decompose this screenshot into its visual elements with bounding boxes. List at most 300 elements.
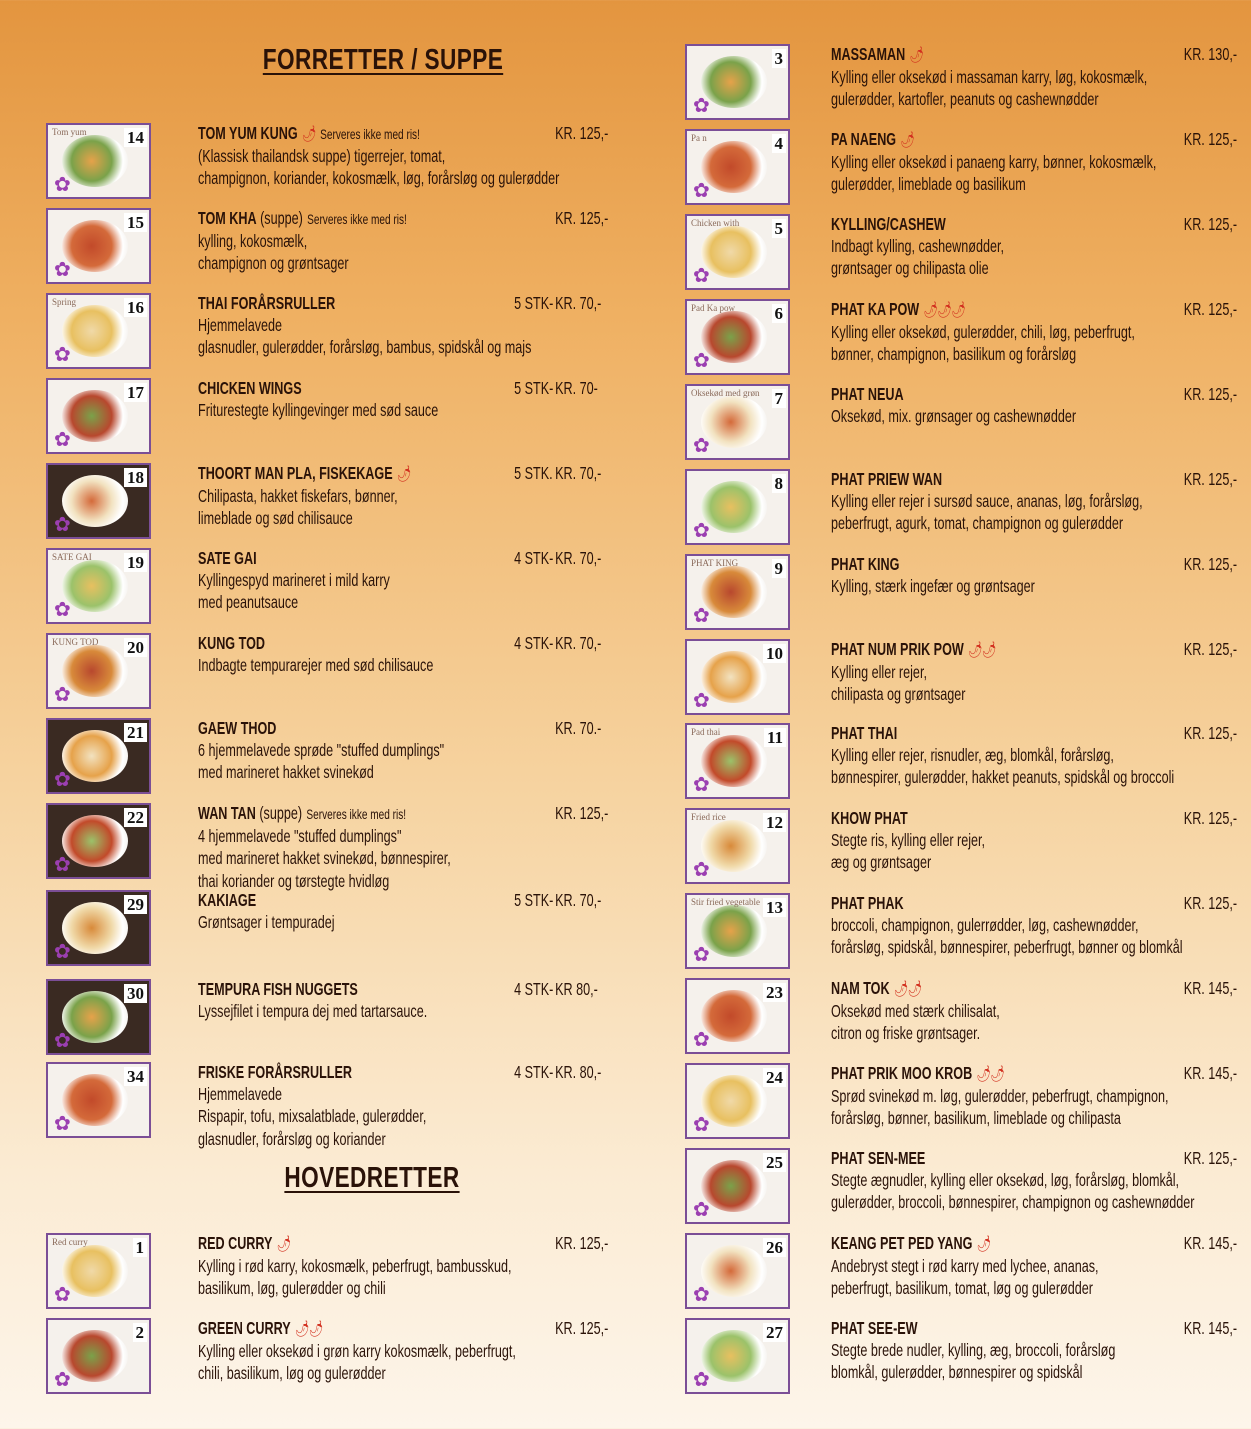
menu-item (46, 208, 609, 288)
plate-shape (701, 735, 767, 787)
dish-price: KR. 145,- (1183, 1233, 1238, 1253)
plate-shape (701, 481, 767, 533)
menu-item (46, 633, 606, 713)
plate-shape (62, 135, 128, 187)
menu-item (685, 723, 1245, 803)
dish-header (831, 554, 1251, 575)
dish-description-line: Kylling, stærk ingefær og grøntsager (831, 576, 1035, 596)
dish-name: WAN TAN (198, 803, 256, 823)
dish-price: KR. 130,- (1183, 44, 1238, 64)
dish-photo (685, 1063, 790, 1139)
dish-description-line: gulerødder, kartofler, peanuts og cashewnødder (831, 89, 1099, 110)
plate-shape (701, 1160, 767, 1212)
dish-description-line: æg og grøntsager (831, 852, 932, 873)
dish-description-line: citron og friske grøntsager. (831, 1023, 981, 1044)
dish-name-suffix: (suppe) (256, 208, 303, 228)
orchid-icon: ✿ (54, 259, 71, 281)
dish-text (831, 1318, 1251, 1384)
dish-name: PHAT PHAK (831, 893, 904, 913)
dish-photo (46, 890, 151, 966)
dish-header (831, 44, 1251, 66)
dish-number: 10 (763, 644, 786, 663)
dish-number: 15 (124, 213, 147, 232)
dish-description-line: basilikum, løg, gulerødder og chili (198, 1278, 386, 1299)
dish-description-line: Sprød svinekød m. løg, gulerødder, peberfrugt, champignon, (831, 1086, 1169, 1106)
dish-description-line: Oksekød, mix. grønsager og cashewnødder (831, 406, 1077, 426)
dish-photo (685, 554, 790, 630)
section-title-mains: HOVEDRETTER (284, 1162, 460, 1194)
dish-photo (685, 639, 790, 715)
dish-price: KR. 125,- (555, 1318, 609, 1338)
dish-description-line: Grøntsager i tempuradej (198, 912, 335, 932)
orchid-icon: ✿ (693, 1029, 710, 1051)
dish-text (198, 1318, 758, 1385)
chili-icon: 🌶🌶 (968, 642, 996, 659)
orchid-icon: ✿ (54, 1030, 71, 1052)
dish-text (198, 1233, 758, 1300)
dish-name: NAM TOK (831, 978, 890, 998)
dish-description-line: Stegte ægnudler, kylling eller oksekød, løg, forårsløg, blomkål, (831, 1170, 1180, 1190)
menu-item (46, 293, 606, 373)
dish-name: TEMPURA FISH NUGGETS (198, 979, 358, 999)
dish-description-line: Kylling eller oksekød i panaeng karry, bønner, kokosmælk, (831, 152, 1157, 172)
dish-description-line: blomkål, gulerødder, bønnespirer og spidskål (831, 1362, 1083, 1383)
dish-number: 22 (124, 808, 147, 827)
dish-description-line: glasnudler, gulerødder, forårsløg, bambus, spidskål og majs (198, 337, 532, 358)
dish-photo (46, 633, 151, 709)
dish-description-line: 4 hjemmelavede "stuffed dumplings" (198, 826, 402, 846)
chili-icon: 🌶🌶 (294, 1321, 323, 1338)
dish-price: KR. 70,- (555, 548, 602, 568)
dish-text (831, 299, 1251, 366)
dish-photo (46, 293, 151, 369)
plate-shape (62, 305, 128, 357)
orchid-icon: ✿ (693, 1199, 710, 1221)
dish-header (198, 208, 745, 230)
dish-description-line: Friturestegte kyllingevinger med sød sauce (198, 400, 439, 420)
menu-item (685, 893, 1245, 973)
dish-description-line: Kylling eller rejer, risnudler, æg, blomkål, forårsløg, (831, 745, 1114, 765)
dish-name: PHAT KA POW (831, 299, 920, 319)
plate-shape (701, 566, 767, 618)
dish-description-line: champignon og grøntsager (198, 253, 349, 274)
photo-caption: Pad thai (691, 727, 721, 737)
photo-caption: Pa n (691, 133, 707, 143)
dish-photo (685, 1148, 790, 1224)
dish-number: 34 (124, 1067, 147, 1086)
dish-description-line: Kylling eller rejer i sursød sauce, ananas, løg, forårsløg, (831, 491, 1143, 511)
dish-number: 18 (124, 468, 147, 487)
dish-name: GREEN CURRY (198, 1318, 291, 1338)
dish-header (198, 890, 745, 911)
dish-photo (685, 129, 790, 205)
menu-item (46, 123, 609, 203)
orchid-icon: ✿ (54, 174, 71, 196)
dish-text (198, 890, 758, 933)
dish-photo (46, 979, 151, 1055)
dish-number: 2 (133, 1323, 148, 1342)
menu-item (685, 554, 1245, 634)
dish-description-line: broccoli, champignon, gulerrødder, løg, cashewnødder, (831, 915, 1139, 935)
dish-header (198, 633, 745, 654)
dish-description-line: Indbagte tempurarejer med sød chilisauce (198, 655, 434, 675)
dish-description-line: glasnudler, forårsløg og koriander (198, 1128, 386, 1149)
plate-shape (701, 905, 767, 957)
serving-note: Serveres ikke med ris! (307, 211, 407, 227)
menu-item (46, 378, 606, 458)
dish-description-line: forårsløg, bønner, basilikum, limeblade og chilipasta (831, 1108, 1121, 1129)
chili-icon: 🌶 (396, 466, 411, 483)
plate-shape (701, 1330, 767, 1382)
dish-header (831, 808, 1251, 829)
orchid-icon: ✿ (693, 859, 710, 881)
dish-text (198, 123, 758, 190)
orchid-icon: ✿ (54, 514, 71, 536)
dish-name: KHOW PHAT (831, 808, 908, 828)
dish-number: 27 (763, 1323, 786, 1342)
dish-header (831, 1063, 1251, 1085)
dish-price: KR. 80,- (555, 1062, 602, 1082)
dish-description-line: 6 hjemmelavede sprøde "stuffed dumplings" (198, 740, 445, 760)
dish-photo (685, 214, 790, 290)
dish-price: KR. 125,- (1183, 384, 1238, 404)
dish-description-line: Kyllingespyd marineret i mild karry (198, 570, 390, 590)
dish-name: KEANG PET PED YANG (831, 1233, 973, 1253)
menu-item (685, 808, 1245, 888)
dish-price: KR. 70,- (555, 293, 602, 313)
dish-photo (46, 208, 151, 284)
dish-text (198, 1062, 758, 1150)
section-title-starters: FORRETTER / SUPPE (262, 44, 504, 76)
dish-header (831, 1148, 1251, 1169)
dish-description-line: thai koriander og tørstegte hvidløg (198, 870, 390, 891)
menu-item (46, 718, 606, 798)
dish-header (198, 979, 745, 1000)
orchid-icon: ✿ (54, 769, 71, 791)
dish-photo (46, 1318, 151, 1394)
dish-number: 24 (763, 1068, 786, 1087)
menu-item (46, 803, 609, 891)
dish-number: 4 (772, 134, 787, 153)
dish-description-line: Stegte ris, kylling eller rejer, (831, 830, 986, 850)
dish-price: KR. 125,- (1183, 554, 1238, 574)
orchid-icon: ✿ (54, 941, 71, 963)
chili-icon: 🌶 (909, 47, 924, 64)
menu-item (685, 639, 1245, 719)
orchid-icon: ✿ (693, 435, 710, 457)
dish-name: CHICKEN WINGS (198, 378, 302, 398)
menu-item (46, 890, 606, 970)
dish-header (831, 893, 1251, 914)
plate-shape (701, 820, 767, 872)
dish-description-line: Stegte brede nudler, kylling, æg, broccoli, forårsløg (831, 1340, 1116, 1360)
dish-photo (685, 384, 790, 460)
menu-item (46, 463, 606, 543)
orchid-icon: ✿ (54, 1369, 71, 1391)
dish-description-line: med marineret hakket svinekød (198, 762, 374, 783)
menu-item (685, 1148, 1245, 1228)
dish-number: 17 (124, 383, 147, 402)
dish-price: KR. 125,- (1183, 129, 1238, 149)
plate-shape (62, 991, 128, 1043)
dish-name: PHAT THAI (831, 723, 898, 743)
dish-text (831, 44, 1251, 111)
menu-item (685, 44, 1245, 124)
dish-description-line: chili, basilikum, løg og gulerødder (198, 1363, 386, 1384)
dish-name: KYLLING/CASHEW (831, 214, 946, 234)
dish-name: PHAT SEN-MEE (831, 1148, 926, 1168)
dish-photo (685, 893, 790, 969)
dish-quantity: 4 STK- (514, 979, 554, 999)
dish-text (831, 893, 1251, 959)
dish-price: KR. 125,- (555, 123, 609, 143)
dish-name: THOORT MAN PLA, FISKEKAGE (198, 463, 393, 483)
plate-shape (62, 560, 128, 612)
dish-header (831, 639, 1251, 661)
dish-text (831, 1148, 1251, 1214)
orchid-icon: ✿ (54, 599, 71, 621)
dish-name: PHAT PRIK MOO KROB (831, 1063, 973, 1083)
dish-quantity: 4 STK- (514, 633, 554, 653)
dish-text (831, 384, 1251, 427)
dish-number: 9 (772, 559, 787, 578)
dish-description-line: gulerødder, broccoli, bønnespirer, champignon og cashewnødder (831, 1192, 1195, 1213)
plate-shape (62, 645, 128, 697)
plate-shape (62, 902, 128, 954)
orchid-icon: ✿ (693, 1369, 710, 1391)
plate-shape (701, 56, 767, 108)
dish-number: 5 (772, 219, 787, 238)
plate-shape (701, 1245, 767, 1297)
dish-description-line: chilipasta og grøntsager (831, 684, 966, 705)
dish-name: PA NAENG (831, 129, 897, 149)
dish-header (831, 469, 1251, 490)
dish-photo (46, 718, 151, 794)
dish-header (831, 129, 1251, 151)
dish-header (831, 723, 1251, 744)
orchid-icon: ✿ (54, 854, 71, 876)
menu-item (685, 129, 1245, 209)
dish-description-line: bønner, champignon, basilikum og forårsløg (831, 344, 1077, 365)
dish-description-line: Rispapir, tofu, mixsalatblade, gulerødder, (198, 1106, 427, 1127)
dish-header (198, 548, 745, 569)
plate-shape (701, 226, 767, 278)
chili-icon: 🌶🌶 (893, 981, 922, 998)
dish-number: 14 (124, 128, 147, 147)
dish-number: 26 (763, 1238, 786, 1257)
dish-description-line: Andebryst stegt i rød karry med lychee, ananas, (831, 1256, 1099, 1276)
dish-price: KR. 145,- (1183, 1318, 1238, 1338)
dish-quantity: 5 STK- (514, 890, 554, 910)
dish-text (198, 548, 758, 614)
menu-item (685, 469, 1245, 549)
dish-text (831, 808, 1251, 874)
dish-photo (685, 723, 790, 799)
serving-note: Serveres ikke med ris! (320, 126, 420, 142)
dish-text (198, 803, 758, 892)
dish-header (831, 384, 1251, 405)
dish-name: PHAT PRIEW WAN (831, 469, 943, 489)
dish-price: KR. 125,- (1183, 214, 1238, 234)
dish-description-line: Kylling i rød karry, kokosmælk, peberfrugt, bambusskud, (198, 1256, 512, 1276)
photo-caption: Red curry (52, 1237, 88, 1247)
dish-description-line: med marineret hakket svinekød, bønnespirer, (198, 848, 451, 869)
dish-description-line: kylling, kokosmælk, (198, 231, 308, 251)
chili-icon: 🌶🌶 (976, 1066, 1005, 1083)
plate-shape (701, 311, 767, 363)
dish-description-line: limeblade og sød chilisauce (198, 508, 353, 529)
dish-description-line: bønnespirer, gulerødder, hakket peanuts, spidskål og broccoli (831, 767, 1175, 788)
dish-quantity: 5 STK- (514, 293, 554, 313)
dish-header (831, 299, 1251, 321)
dish-header (198, 293, 745, 314)
dish-text (198, 378, 758, 421)
plate-shape (701, 141, 767, 193)
menu-item (685, 1318, 1245, 1398)
menu-item (46, 1318, 609, 1398)
menu-item (46, 548, 606, 628)
dish-number: 23 (763, 983, 786, 1002)
dish-photo (685, 1233, 790, 1309)
orchid-icon: ✿ (54, 1113, 71, 1135)
dish-number: 3 (772, 49, 787, 68)
photo-caption: Stir fried vegetable (691, 897, 760, 907)
dish-photo (685, 44, 790, 120)
dish-description-line: peberfrugt, agurk, tomat, champignon og gulerødder (831, 513, 1124, 534)
dish-name: KAKIAGE (198, 890, 257, 910)
menu-item (685, 1063, 1245, 1143)
dish-number: 6 (772, 304, 787, 323)
chili-icon: 🌶 (976, 1236, 991, 1253)
dish-price: KR. 125,- (1183, 893, 1238, 913)
plate-shape (62, 730, 128, 782)
dish-header (198, 463, 745, 485)
dish-photo (46, 378, 151, 454)
dish-text (831, 214, 1251, 280)
dish-photo (46, 803, 151, 879)
dish-text (198, 208, 758, 275)
dish-quantity: 4 STK- (514, 548, 554, 568)
dish-text (831, 639, 1251, 706)
plate-shape (701, 990, 767, 1042)
orchid-icon: ✿ (693, 1284, 710, 1306)
dish-name: RED CURRY (198, 1233, 273, 1253)
dish-price: KR. 70,- (555, 463, 602, 483)
dish-price: KR. 125,- (1183, 299, 1238, 319)
serving-note: Serveres ikke med ris! (306, 806, 407, 822)
plate-shape (62, 1245, 128, 1297)
dish-photo (685, 299, 790, 375)
orchid-icon: ✿ (54, 344, 71, 366)
dish-name: GAEW THOD (198, 718, 277, 738)
dish-text (831, 723, 1251, 789)
dish-text (831, 1233, 1251, 1300)
dish-price: KR. 125,- (1183, 1148, 1238, 1168)
orchid-icon: ✿ (54, 1284, 71, 1306)
orchid-icon: ✿ (54, 429, 71, 451)
orchid-icon: ✿ (693, 180, 710, 202)
dish-number: 1 (133, 1238, 148, 1257)
dish-text (198, 293, 758, 359)
menu-item (685, 978, 1245, 1058)
dish-price: KR. 70,- (555, 890, 602, 910)
dish-description-line: med peanutsauce (198, 592, 299, 613)
dish-number: 11 (764, 728, 786, 747)
photo-caption: Tom yum (52, 127, 87, 137)
dish-header (831, 1318, 1251, 1339)
dish-price: KR 80,- (555, 979, 598, 999)
dish-description-line: Hjemmelavede (198, 315, 283, 335)
menu-item (685, 384, 1245, 464)
dish-description-line: Kylling eller oksekød i grøn karry kokosmælk, peberfrugt, (198, 1341, 516, 1361)
photo-caption: Pad Ka pow (691, 303, 735, 313)
dish-description-line: forårsløg, spidskål, bønnespirer, peberfrugt, bønner og blomkål (831, 937, 1183, 958)
dish-quantity: 5 STK- (514, 378, 554, 398)
dish-number: 19 (124, 553, 147, 572)
orchid-icon: ✿ (693, 944, 710, 966)
dish-text (831, 978, 1251, 1045)
plate-shape (62, 815, 128, 867)
dish-name: TOM YUM KUNG (198, 123, 298, 143)
dish-header (198, 378, 745, 399)
plate-shape (701, 396, 767, 448)
dish-description-line: Indbagt kylling, cashewnødder, (831, 236, 1005, 256)
dish-number: 21 (124, 723, 147, 742)
dish-text (198, 718, 758, 784)
dish-name: KUNG TOD (198, 633, 265, 653)
dish-quantity: 4 STK- (514, 1062, 554, 1082)
dish-name: PHAT NUM PRIK POW (831, 639, 964, 659)
dish-number: 20 (124, 638, 147, 657)
dish-name: THAI FORÅRSRULLER (198, 293, 336, 313)
plate-shape (62, 390, 128, 442)
dish-name: TOM KHA (198, 208, 257, 228)
plate-shape (701, 1075, 767, 1127)
dish-price: KR. 145,- (1183, 978, 1238, 998)
dish-description-line: Kylling eller oksekød, gulerødder, chili, løg, peberfrugt, (831, 322, 1135, 342)
dish-header (831, 1233, 1251, 1255)
photo-caption: SATE GAI (52, 552, 92, 562)
orchid-icon: ✿ (693, 350, 710, 372)
dish-name-suffix: (suppe) (255, 803, 303, 823)
dish-description-line: (Klassisk thailandsk suppe) tigerrejer, tomat, (198, 146, 446, 166)
photo-caption: Chicken with (691, 218, 740, 228)
orchid-icon: ✿ (693, 265, 710, 287)
dish-header (198, 718, 745, 739)
dish-description-line: Hjemmelavede (198, 1084, 283, 1104)
plate-shape (701, 651, 767, 703)
dish-description-line: peberfrugt, basilikum, tomat, løg og gulerødder (831, 1278, 1093, 1299)
menu-item (46, 1062, 606, 1149)
orchid-icon: ✿ (693, 1114, 710, 1136)
menu-item (685, 299, 1245, 379)
dish-header (198, 1062, 745, 1083)
orchid-icon: ✿ (54, 684, 71, 706)
orchid-icon: ✿ (693, 605, 710, 627)
photo-caption: Oksekød med grøn (691, 388, 760, 398)
dish-price: KR. 125,- (1183, 723, 1238, 743)
dish-price: KR. 125,- (555, 1233, 609, 1253)
dish-photo (46, 123, 151, 199)
dish-price: KR. 70.- (555, 718, 602, 738)
dish-photo (685, 469, 790, 545)
dish-description-line: champignon, koriander, kokosmælk, løg, forårsløg og gulerødder (198, 168, 560, 189)
dish-text (831, 554, 1251, 597)
dish-name: PHAT SEE-EW (831, 1318, 918, 1338)
dish-description-line: Chilipasta, hakket fiskefars, bønner, (198, 486, 398, 506)
dish-description-line: Oksekød med stærk chilisalat, (831, 1001, 1000, 1021)
dish-text (831, 129, 1251, 196)
